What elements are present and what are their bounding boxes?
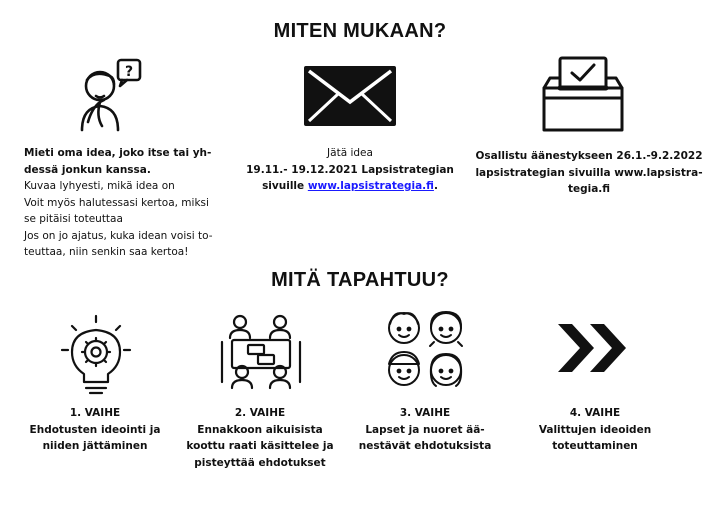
col2-line3-post: . xyxy=(433,180,438,192)
col3-text xyxy=(466,148,712,198)
ballot-box-icon xyxy=(538,54,628,134)
lapsistrategia-link[interactable]: www.lapsistrategia.fi xyxy=(307,180,434,192)
section-title-how-to-join: MITEN MUKAAN? xyxy=(273,20,447,42)
col2-line1: Jätä idea xyxy=(327,147,373,159)
envelope-icon xyxy=(304,66,396,126)
col2-line3-pre: sivuille xyxy=(262,180,308,192)
step2-title: 2. VAIHE xyxy=(234,407,286,419)
step3-text xyxy=(350,405,500,455)
step1-line2: niiden jättäminen xyxy=(42,440,148,452)
step4-line2: toteuttaminen xyxy=(552,440,638,452)
step1-title: 1. VAIHE xyxy=(69,407,121,419)
col1-bold-line2: dessä jonkun kanssa. xyxy=(24,163,151,176)
step2-line1: Ennakkoon aikuisista xyxy=(197,423,323,436)
step2-line3: pisteyttää ehdotukset xyxy=(194,456,326,469)
col3-line1: Osallistu äänestykseen 26.1.-9.2.2022 xyxy=(475,150,703,162)
double-chevron-icon xyxy=(556,322,630,374)
col1-text xyxy=(24,145,244,261)
step4-line1: Valittujen ideoiden xyxy=(538,423,652,436)
col1-line4: Voit myös halutessasi kertoa, miksi xyxy=(24,196,209,209)
col1-line3: Kuvaa lyhyesti, mikä idea on xyxy=(24,180,175,192)
step4-text xyxy=(520,405,670,455)
step1-text xyxy=(20,405,170,455)
col1-line6: Jos on jo ajatus, kuka idean voisi to- xyxy=(24,229,213,242)
col1-line7: teuttaa, niin senkin saa kertoa! xyxy=(24,246,189,258)
col2-text xyxy=(236,145,464,195)
step2-text xyxy=(178,405,342,471)
col2-line3 xyxy=(236,178,464,195)
col3-line2: lapsistrategian sivuilla www.lapsistra- xyxy=(475,166,703,179)
col3-line3: tegia.fi xyxy=(567,183,611,195)
thinking-person-icon xyxy=(70,56,156,134)
step4-title: 4. VAIHE xyxy=(569,407,621,419)
step2-line2: koottu raati käsittelee ja xyxy=(186,440,334,452)
meeting-icon xyxy=(218,312,304,392)
step1-line1: Ehdotusten ideointi ja xyxy=(29,423,161,436)
col1-line5: se pitäisi toteuttaa xyxy=(24,213,123,225)
col1-bold-line1: Mieti oma idea, joko itse tai yh- xyxy=(24,147,212,159)
lightbulb-gear-icon xyxy=(56,312,136,396)
step3-line2: nestävät ehdotuksista xyxy=(358,440,492,452)
col2-line2: 19.11.- 19.12.2021 Lapsistrategian xyxy=(246,163,454,176)
step3-line1: Lapset ja nuoret ää- xyxy=(365,423,485,436)
svg-text:?: ? xyxy=(124,64,134,80)
children-faces-icon xyxy=(384,308,466,390)
section-title-what-happens: MITÄ TAPAHTUU? xyxy=(271,269,449,291)
step3-title: 3. VAIHE xyxy=(399,407,451,419)
